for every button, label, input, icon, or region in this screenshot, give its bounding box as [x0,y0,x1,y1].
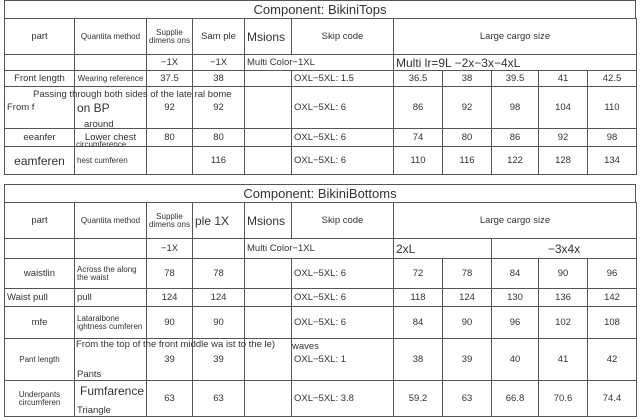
row-sample: 63 [193,381,245,417]
row-sample: 39 [193,339,245,381]
row-part: Pant length [5,339,75,381]
row-skip-code: OXL−5XL: 6 [292,289,394,307]
row-method: on BP [75,87,147,129]
row-size-value: 90 [539,259,588,289]
header-large-cargo-size: Large cargo size [394,203,637,239]
row-method: Triangle [75,381,147,417]
row-skip-code: OXL−5XL: 6 [292,307,394,339]
row-skip-code: OXL−5XL: 1.5 [292,71,394,87]
unit-supplier: −1X [147,239,193,259]
header-part: part [5,203,75,239]
row-skip-code: OXL−5XL: 6 [292,259,394,289]
row-size-value: 42.5 [588,71,637,87]
table-row [5,307,637,339]
header-large-cargo-size: Large cargo size [394,19,637,55]
row-size-value: 142 [588,289,637,307]
row-size-value: 92 [539,129,588,147]
table-row [5,259,637,289]
row-supplier: 37.5 [147,71,193,87]
header-part: part [5,19,75,55]
note-passing-through: Passing through both sides of the late ral bome [33,89,232,100]
row-skip-code: OXL−5XL: 6 [292,129,394,147]
row-size-value: 39.5 [492,71,539,87]
row-supplier: 124 [147,289,193,307]
tops-units-row [5,55,637,71]
row-method: pull [75,289,147,307]
row-part: From f [5,87,75,129]
unit-size-range: Multi lr=9L −2x−3x−4xL [394,55,637,71]
row-size-value: 74.4 [588,381,637,417]
unit-color: Multi Color−1XL [245,55,394,71]
tops-header-row [5,19,637,55]
header-skip-code: Skip code [292,19,394,55]
row-skip-code: OXL−5XL: 6 [292,87,394,129]
row-sample: 90 [193,307,245,339]
row-size-value: 108 [588,307,637,339]
row-skip-code: OXL−5XL: 6 [292,147,394,175]
row-size-value: 102 [539,307,588,339]
row-size-value: 128 [539,147,588,175]
table-row [5,147,637,175]
row-size-value: 104 [539,87,588,129]
row-method: Across the along the waist [75,259,147,289]
row-skip-code: OXL−5XL: 1 [292,339,394,381]
row-part: Underpants circumferen [5,381,75,417]
row-size-value: 86 [394,87,443,129]
row-size-value: 38 [394,339,443,381]
row-size-value: 96 [492,307,539,339]
row-size-value: 74 [394,129,443,147]
row-size-value: 84 [492,259,539,289]
row-sample: 78 [193,259,245,289]
header-method: Quantita method [75,203,147,239]
row-method: Lower chest [75,129,147,147]
row-method: Pants [75,339,147,381]
row-supplier: 78 [147,259,193,289]
row-size-value: 110 [394,147,443,175]
bottoms-header-row [5,203,637,239]
row-part: Waist pull [5,289,75,307]
row-size-value: 136 [539,289,588,307]
row-method: Lataralbone ightness cumferen [75,307,147,339]
row-size-value: 98 [588,129,637,147]
row-size-value: 98 [492,87,539,129]
row-sample: 38 [193,71,245,87]
row-size-value: 80 [443,129,492,147]
row-size-value: 40 [492,339,539,381]
row-size-value: 86 [492,129,539,147]
unit-supplier: −1X [147,55,193,71]
unit-color: Multi Color−1XL [245,239,394,259]
row-supplier: 80 [147,129,193,147]
row-size-value: 130 [492,289,539,307]
row-part: eamferen [5,147,75,175]
row-supplier: 92 [147,87,193,129]
row-size-value: 118 [394,289,443,307]
row-method: hest cumferen [75,147,147,175]
row-size-value: 92 [443,87,492,129]
header-sample-overlay: ple 1X [193,203,245,239]
row-size-value: 72 [394,259,443,289]
tops-section-title: Component: BikiniTops [4,0,636,18]
row-size-value: 66.8 [492,381,539,417]
unit-size-b: −3x4x [492,239,637,259]
header-msions: Msions [245,19,292,55]
row-skip-code: OXL−5XL: 3.8 [292,381,394,417]
note-around: around [84,119,114,130]
table-row [5,71,637,87]
row-size-value: 39 [443,339,492,381]
row-sample: 116 [193,147,245,175]
row-supplier: 63 [147,381,193,417]
row-size-value: 38 [443,71,492,87]
row-size-value: 78 [443,259,492,289]
row-part: waistlin [5,259,75,289]
row-size-value: 122 [492,147,539,175]
unit-sample: −1X [193,55,245,71]
row-supplier: 39 [147,339,193,381]
bottoms-units-row [5,239,637,259]
row-size-value: 42 [588,339,637,381]
row-size-value: 41 [539,339,588,381]
row-part: eeanfer [5,129,75,147]
header-supplier-dimensions: Supplie dimens ons [147,203,193,239]
row-size-value: 59.2 [394,381,443,417]
row-size-value: 36.5 [394,71,443,87]
row-sample: 80 [193,129,245,147]
row-size-value: 63 [443,381,492,417]
row-sample: 124 [193,289,245,307]
row-supplier [147,147,193,175]
row-sample: 92 [193,87,245,129]
note-circumference: circumference [76,140,127,149]
bottoms-section-title: Component: BikiniBottoms [4,184,636,202]
row-method: Wearing reference [75,71,147,87]
row-size-value: 90 [443,307,492,339]
row-size-value: 124 [443,289,492,307]
note-top-middle: From the top of the front middle wa ist to the le) [76,339,276,350]
row-size-value: 84 [394,307,443,339]
unit-size-a: 2xL [394,239,492,259]
row-part: mfe [5,307,75,339]
note-fumfarence: Fumfarence [80,384,145,398]
row-part: Front length [5,71,75,87]
row-size-value: 134 [588,147,637,175]
row-size-value: 70.6 [539,381,588,417]
row-size-value: 116 [443,147,492,175]
row-size-value: 110 [588,87,637,129]
header-supplier-dimensions: Supplie dimens ons [147,19,193,55]
header-method: Quantita method [75,19,147,55]
header-skip-code: Skip code [292,203,394,239]
header-sample: Sam ple [193,19,245,55]
row-size-value: 41 [539,71,588,87]
note-waves: waves [292,341,319,352]
row-size-value: 96 [588,259,637,289]
table-row [5,289,637,307]
header-msions: Msions [245,203,292,239]
row-supplier: 90 [147,307,193,339]
